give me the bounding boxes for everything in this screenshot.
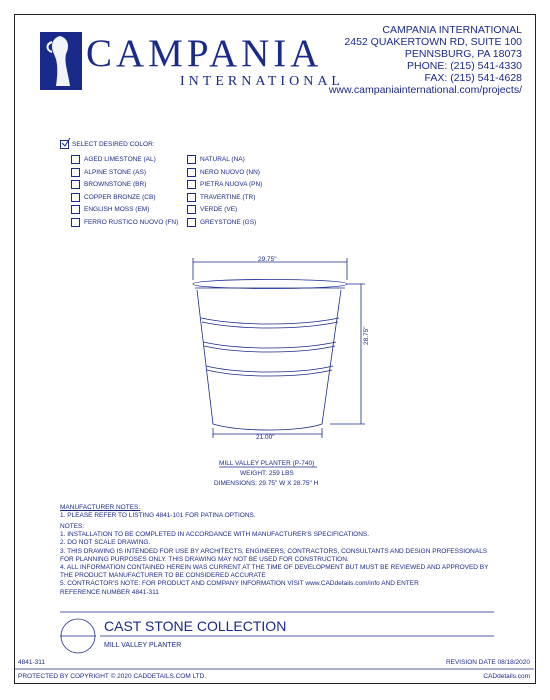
select-color-label: SELECT DESIRED COLOR: — [72, 141, 155, 149]
product-name: MILL VALLEY PLANTER — [104, 642, 182, 649]
top-dimension: 29.75" — [258, 256, 277, 263]
address-line-2: PENNSBURG, PA 18073 — [404, 48, 522, 60]
revision-date: REVISION DATE 08/18/2020 — [445, 659, 530, 666]
notes-title: NOTES: — [60, 523, 85, 530]
note-line: REFERENCE NUMBER 4841-311 — [60, 588, 159, 596]
note-line: FOR PLANNING PURPOSES ONLY. THIS DRAWING MAY NOT BE USED FOR CONSTRUCTION. — [60, 555, 349, 563]
company-name: CAMPANIA INTERNATIONAL — [382, 24, 522, 36]
color-option-label: NERO NUOVO (NN) — [200, 168, 260, 176]
reference-number: 4841-311 — [18, 659, 45, 666]
note-line: 3. THIS DRAWING IS INTENDED FOR USE BY ARCHITECTS, ENGINEERS, CONTRACTORS, CONSULTANTS AND DESIGN PROFESSIONALS — [60, 547, 488, 555]
general-notes — [60, 523, 488, 597]
copyright: PROTECTED BY COPYRIGHT © 2020 CADDETAILS.COM LTD. — [18, 673, 207, 680]
note-line: 2. DO NOT SCALE DRAWING. — [60, 539, 151, 547]
color-option-label: TRAVERTINE (TR) — [200, 193, 256, 201]
note-line: 5. CONTRACTOR'S NOTE: FOR PRODUCT AND COMPANY INFORMATION VISIT www.CADdetails.com/info AND ENTER — [60, 580, 419, 588]
collection-title: CAST STONE COLLECTION — [104, 618, 287, 634]
drawing-dimensions: DIMENSIONS: 29.75" W X 28.75" H — [214, 480, 319, 487]
phone: PHONE: (215) 541-4330 — [407, 60, 522, 72]
color-option-label: NATURAL (NA) — [200, 156, 245, 164]
color-option-label: VERDE (VE) — [200, 206, 238, 214]
address-line-1: 2452 QUAKERTOWN RD, SUITE 100 — [344, 36, 522, 48]
color-option-label: ENGLISH MOSS (EM) — [84, 206, 150, 214]
fax: FAX: (215) 541-4628 — [424, 72, 522, 84]
note-line: THE PRODUCT MANUFACTURER TO BE CONSIDERED ACCURATE — [60, 572, 266, 580]
color-option-label: GREYSTONE (GS) — [200, 218, 257, 226]
website-link[interactable]: www.campaniainternational.com/projects/ — [328, 84, 522, 96]
bottom-dimension: 21.00" — [256, 434, 275, 441]
note-line: 1. INSTALLATION TO BE COMPLETED IN ACCORDANCE WITH MANUFACTURER'S SPECIFICATIONS. — [60, 531, 370, 539]
manufacturer-notes — [60, 504, 256, 520]
note-line: 4. ALL INFORMATION CONTAINED HEREIN WAS CURRENT AT THE TIME OF DEVELOPMENT BUT MUST BE REVIEWED AND APPROVED BY — [60, 564, 489, 572]
manufacturer-notes-title: MANUFACTURER NOTES: — [60, 504, 141, 511]
caddetails-link[interactable]: CADdetails.com — [483, 673, 530, 680]
manufacturer-note: 1. PLEASE REFER TO LISTING 4841-101 FOR PATINA OPTIONS. — [60, 512, 256, 520]
drawing-weight: WEIGHT: 259 LBS — [240, 470, 294, 477]
color-option-label: BROWNSTONE (BR) — [84, 181, 147, 189]
color-option-label: ALPINE STONE (AS) — [84, 168, 147, 176]
color-option-label: COPPER BRONZE (CB) — [84, 193, 156, 201]
height-dimension: 28.75" — [363, 326, 370, 345]
color-option-label: FERRO RUSTICO NUOVO (FN) — [84, 218, 179, 226]
color-option-label: AGED LIMESTONE (AL) — [84, 156, 156, 164]
brand-name: CAMPANIA — [86, 32, 323, 75]
brand-subtitle: INTERNATIONAL — [180, 74, 344, 89]
drawing-title: MILL VALLEY PLANTER (P-740) — [219, 460, 315, 467]
color-option-label: PIETRA NUOVA (PN) — [200, 181, 263, 189]
